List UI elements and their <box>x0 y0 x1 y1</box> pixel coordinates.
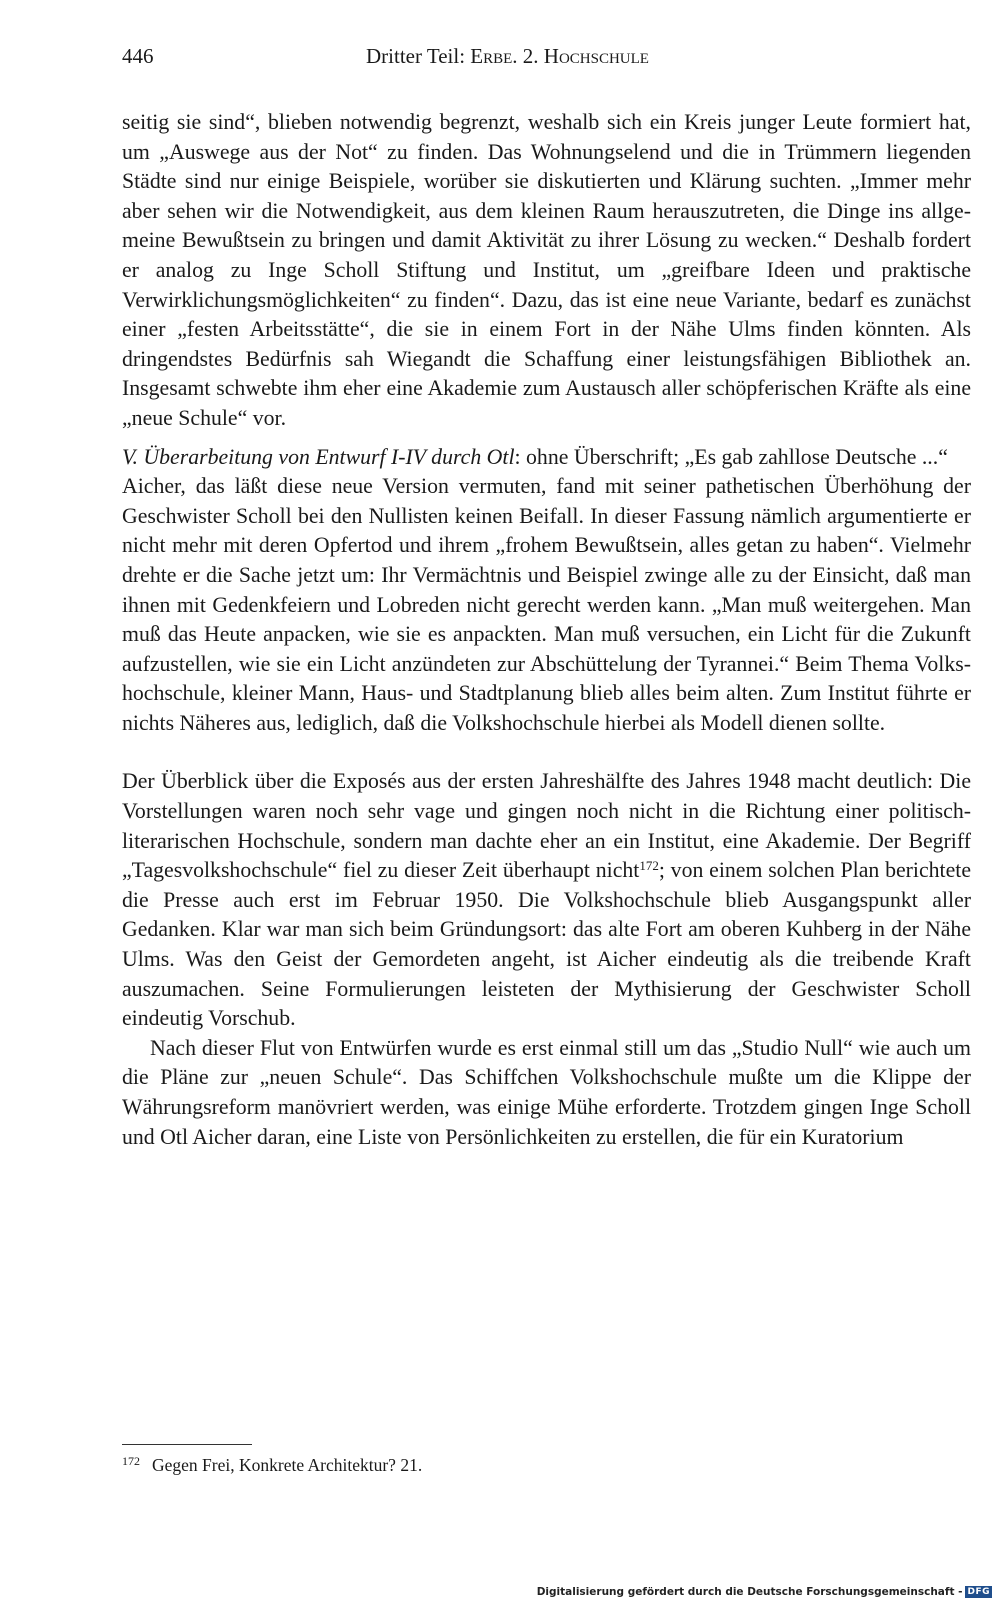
stamp-text: Digitalisierung gefördert durch die Deutsche Forschungsgemeinschaft - <box>536 1586 963 1598</box>
body-text <box>122 108 971 1152</box>
running-head-section: Erbe. 2. Hochschule <box>470 44 649 68</box>
footnote-divider <box>122 1444 252 1445</box>
paragraph-3: Aicher, das läßt diese neue Version vermuten, fand mit seiner pathetischen Überhöhung der Geschwister Scholl bei den Nullisten keinen Beifall. In dieser Fassung nämlich argumentierte er nicht mehr mit deren Opfertod und ihrem „frohem Bewußtsein, alles getan zu haben“. Vielmehr drehte er die Sache jetzt um: Ihr Vermächtnis und Beispiel zwinge alle zu der Einsicht, daß man ihnen mit Gedenkfeiern und Lobreden nicht gerecht werden kann. „Man muß weitergehen. Man muß das Heute anpacken, wie sie es anpackten. Man muß versuchen, ein Licht für die Zukunft aufzustellen, wie sie ein Licht anzündeten zur Abschüttelung der Tyrannei.“ Beim Thema Volkshochschule, kleiner Mann, Haus- und Stadtplanung blieb alles beim alten. Zum Institut führte er nichts Näheres aus, lediglich, daß die Volkshochschule hierbei als Modell dienen sollte. <box>122 474 971 735</box>
paragraph-4-part-a: Der Überblick über die Exposés aus der ersten Jahreshälfte des Jahres 1948 macht deutlich: Die Vorstellungen waren noch sehr vage und gingen noch nicht in die Richtung einer politisch-literarischen Hochschule, sondern man dachte eher an ein Institut, eine Akademie. Der Begriff „Tagesvolkshochschule“ fiel zu dieser Zeit überhaupt nicht <box>122 769 971 883</box>
draft-heading-rest: : ohne Überschrift; „Es gab zahllose Deutsche ...“ <box>514 444 948 469</box>
running-head-part: Dritter Teil: <box>366 44 471 68</box>
paragraph-2 <box>122 443 971 473</box>
footnote-reference[interactable]: 172 <box>639 858 659 874</box>
paragraph-5: Nach dieser Flut von Entwürfen wurde es erst einmal still um das „Studio Null“ wie auch um die Pläne zur „neuen Schule“. Das Schiffchen Volkshochschule mußte um die Klippe der Währungsreform manövriert werden, was einige Mühe erforderte. Trotzdem gingen Inge Scholl und Otl Aicher daran, eine Liste von Persönlichkeiten zu erstellen, die für ein Kuratorium <box>122 1035 971 1149</box>
paragraph-4 <box>122 767 971 1033</box>
paragraph-4-part-b: ; von einem solchen Plan berichtete die Presse auch erst im Februar 1950. Die Volkshochschule blieb Ausgangspunkt aller Gedanken. Klar war man sich beim Gründungsort: das alte Fort am oberen Kuhberg in der Nähe Ulms. Was den Geist der Gemordeten angeht, ist Aicher eindeutig als die treibende Kraft auszumachen. Seine Formulierungen leisteten der Mythisierung der Geschwister Scholl eindeutig Vorschub. <box>122 858 972 1031</box>
dfg-logo: DFG <box>967 1587 990 1597</box>
running-head <box>366 44 649 69</box>
page-number: 446 <box>122 44 154 68</box>
draft-heading: V. Überarbeitung von Entwurf I-IV durch Otl <box>122 444 515 469</box>
footnote-number: 172 <box>122 1454 140 1468</box>
footnote <box>122 1455 422 1476</box>
footnote-text: Gegen Frei, Konkrete Architektur? 21. <box>152 1455 423 1475</box>
digitization-stamp <box>537 1586 992 1598</box>
paragraph-1: seitig sie sind“, blieben notwendig begrenzt, weshalb sich ein Kreis junger Leute formiert hat, um „Auswege aus der Not“ zu finden. Das Wohnungselend und die in Trümmern liegenden Städte sind nur einige Beispiele, worüber sie diskutierten und Klärung suchten. „Immer mehr aber sehen wir die Notwendigkeit, aus dem kleinen Raum herauszutreten, die Dinge ins allgemeine Bewußtsein zu bringen und damit Aktivität zu ihrer Lösung zu wecken.“ Deshalb fordert er analog zu Inge Scholl Stiftung und Institut, um „greifbare Ideen und praktische Verwirklichungsmöglichkeiten“ zu finden“. Dazu, das ist eine neue Variante, bedarf es zunächst einer „festen Arbeitsstätte“, die sie in einem Fort in der Nähe Ulms finden könnten. Als dringendstes Bedürfnis sah Wiegandt die Schaffung einer leistungsfähigen Bibliothek an. Insgesamt schwebte ihm eher eine Akademie zum Austausch aller schöpferischen Kräfte als eine „neue Schule“ vor. <box>122 110 971 430</box>
